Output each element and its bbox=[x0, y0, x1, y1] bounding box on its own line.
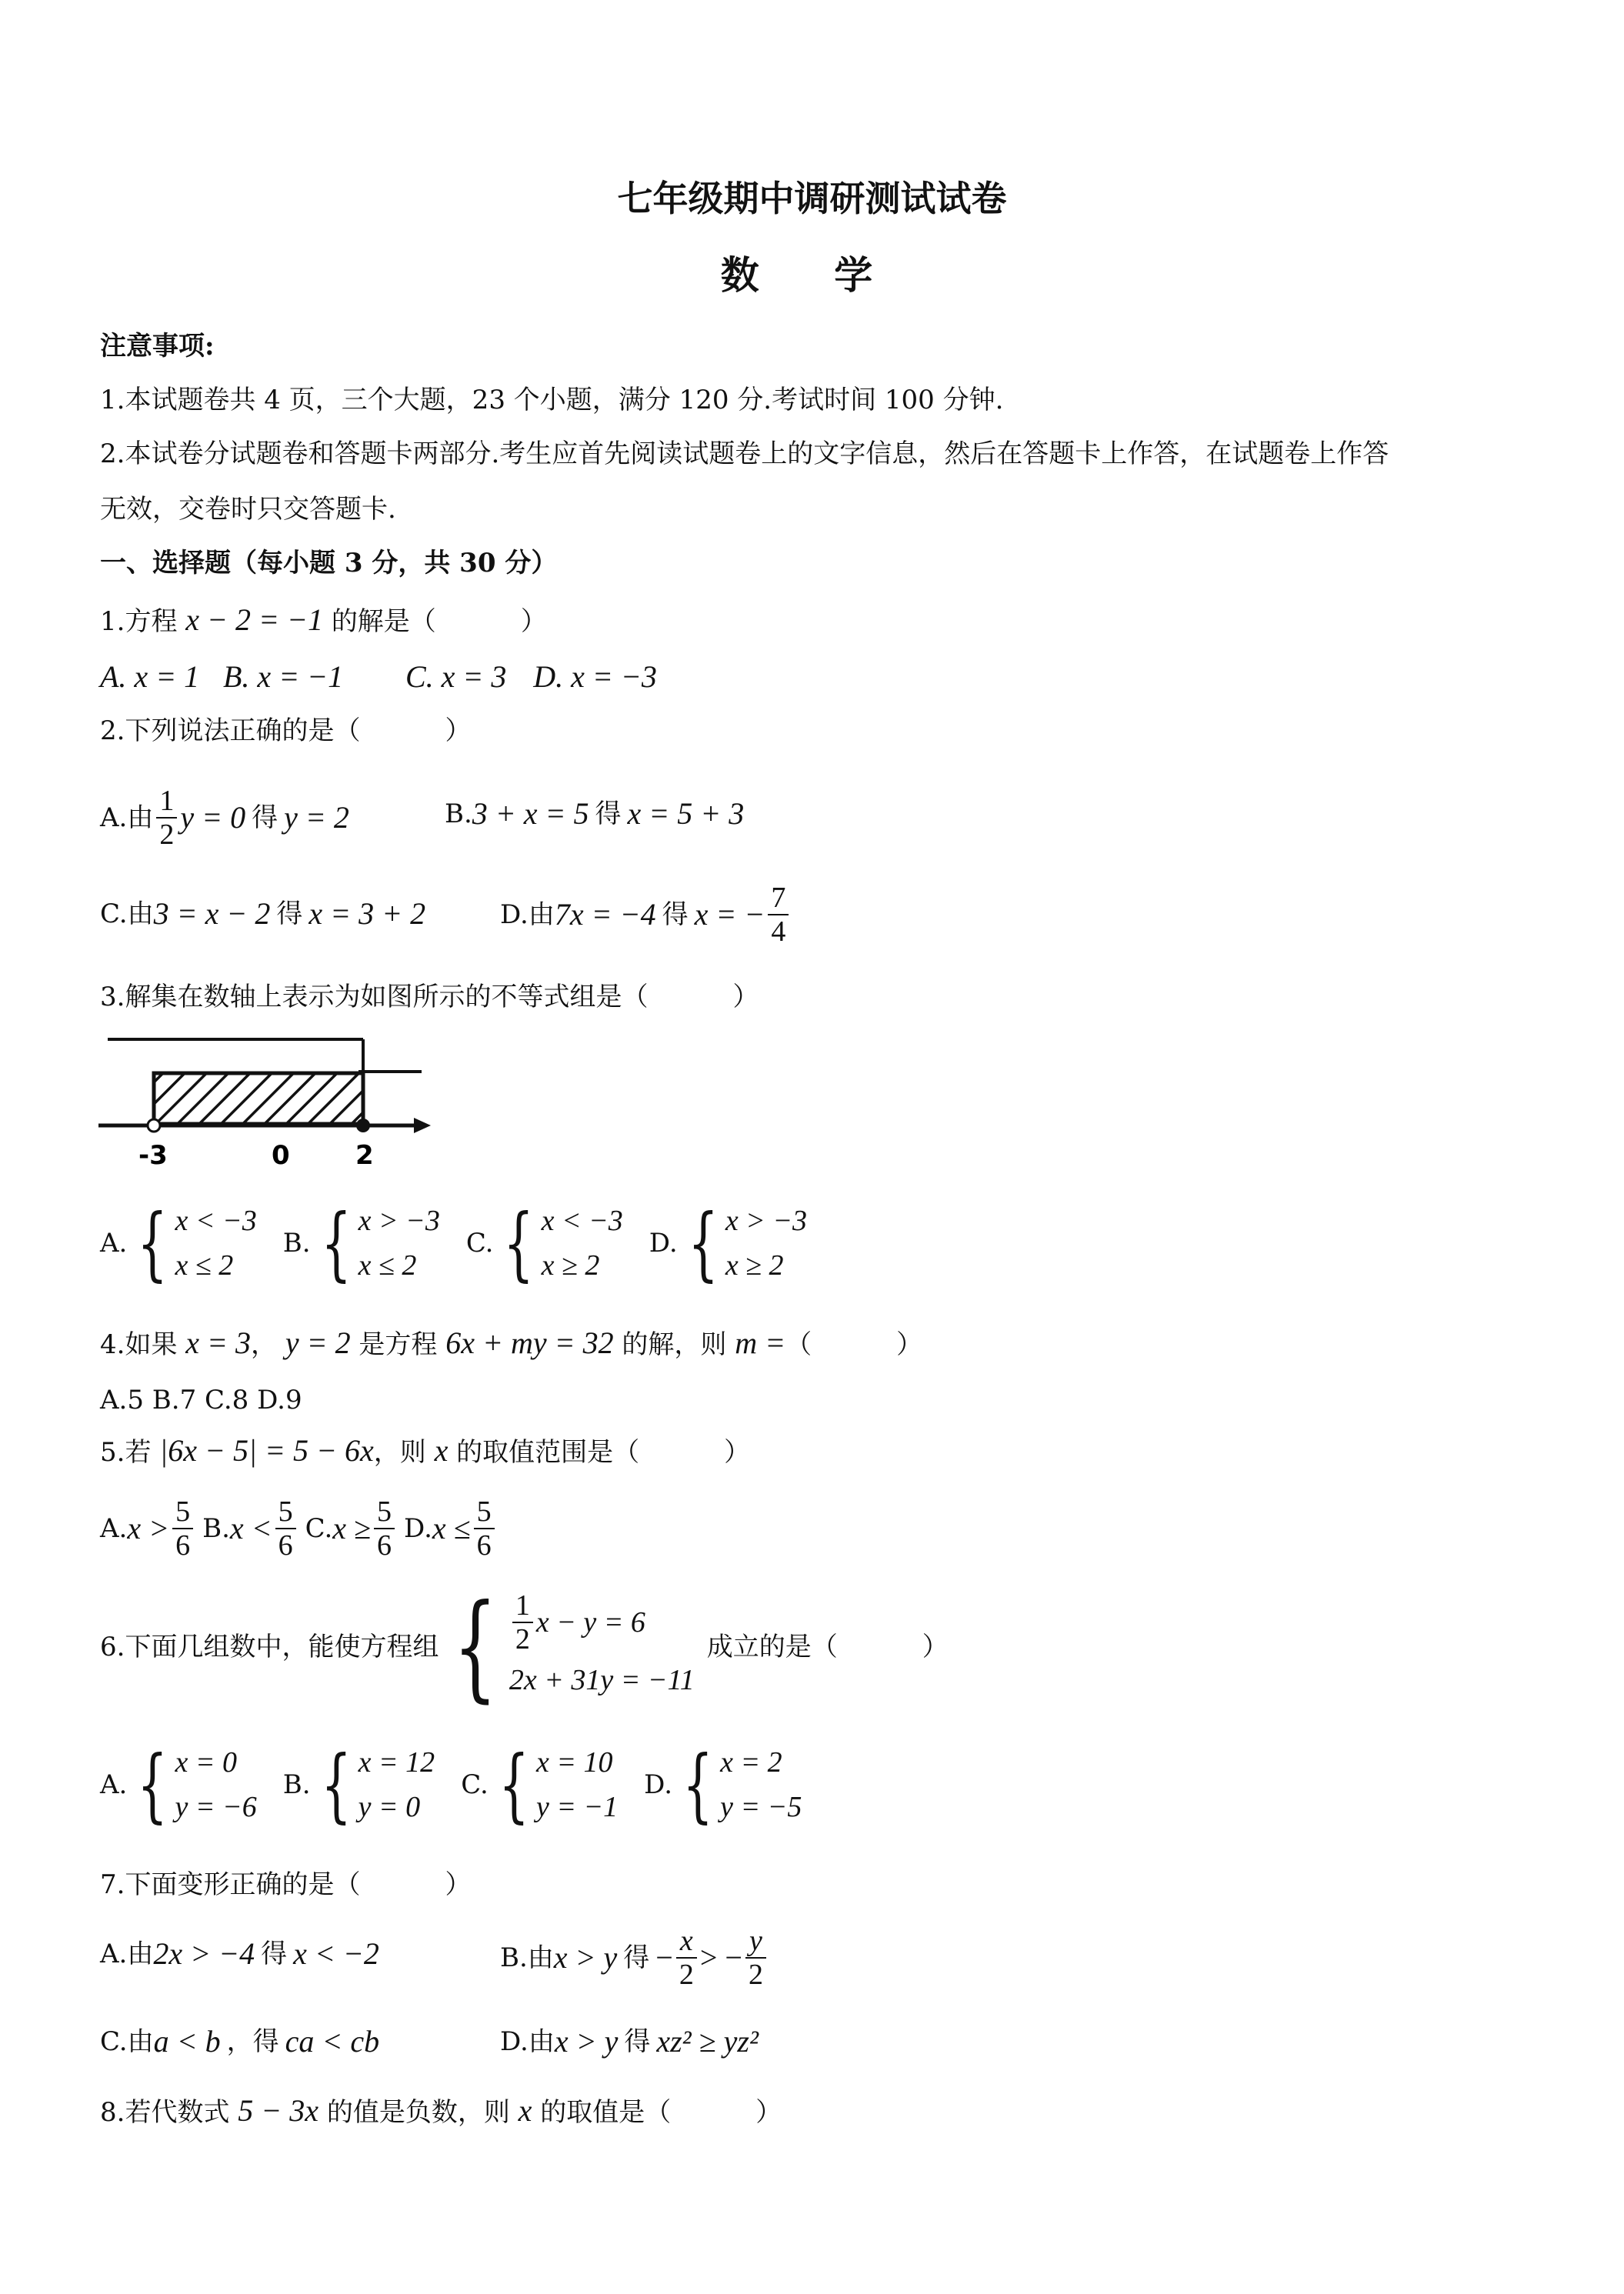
q6-a-label: A. bbox=[100, 1769, 128, 1800]
open-dot-minus-3 bbox=[148, 1119, 160, 1132]
q2-d-res: x = − bbox=[694, 897, 765, 932]
q5-option-a[interactable] bbox=[100, 1495, 196, 1562]
q2-a-num: 1 bbox=[156, 785, 177, 819]
q6-suffix: 成立的是（ bbox=[706, 1632, 838, 1662]
question-1-stem bbox=[100, 602, 547, 637]
q7-b-x: x bbox=[676, 1925, 697, 1959]
section-1-heading: 一、选择题（每小题 3 分，共 30 分） bbox=[100, 548, 558, 579]
q7-b-label: B.由 bbox=[500, 1942, 554, 1973]
question-7-option-b[interactable]: B.由 x > y 得 − $\frac{x}{2}$ > − $\frac{y}{2}$ bbox=[500, 1925, 769, 1991]
q5-d-label: D. bbox=[404, 1513, 432, 1544]
q7-b-den-2: 2 bbox=[748, 1959, 763, 1991]
q3-d-label: D. bbox=[649, 1228, 678, 1259]
question-1-options bbox=[100, 659, 657, 694]
q3-b-row2: x ≤ 2 bbox=[358, 1249, 417, 1282]
q6-c-row2: y = −1 bbox=[535, 1791, 619, 1823]
q6-row2: 2x + 31y = −11 bbox=[509, 1664, 695, 1696]
q6-option-d[interactable]: D. { x = 2 y = −5 bbox=[644, 1738, 802, 1832]
q3-close: ） bbox=[732, 982, 759, 1012]
q3-c-row2: x ≥ 2 bbox=[541, 1249, 600, 1282]
q7-close: ） bbox=[445, 1869, 472, 1900]
q6-b-row1: x = 12 bbox=[358, 1746, 435, 1779]
q7-c-de: ，得 bbox=[226, 2026, 279, 2057]
q6-row1-den: 2 bbox=[515, 1623, 530, 1655]
q1-suffix: 的解是（ bbox=[331, 606, 436, 637]
q5-a-label: A. bbox=[100, 1513, 128, 1544]
question-5-stem bbox=[100, 1435, 750, 1468]
q7-b-y: y bbox=[745, 1925, 766, 1959]
question-2-option-c[interactable] bbox=[100, 896, 426, 931]
q6-d-label: D. bbox=[644, 1769, 672, 1800]
q7-a-de: 得 bbox=[261, 1939, 288, 1969]
q5-a-den: 6 bbox=[175, 1529, 191, 1562]
q4-x: x = 3 bbox=[185, 1325, 252, 1360]
q5-b-rel: x < bbox=[229, 1511, 272, 1545]
subject-title: 数 学 bbox=[720, 252, 904, 298]
q2-b-de: 得 bbox=[595, 799, 622, 829]
q2-a-res: y = 2 bbox=[284, 800, 349, 835]
q7-a-eq: 2x > −4 bbox=[153, 1936, 255, 1971]
q6-row1-rest: x − y = 6 bbox=[535, 1606, 645, 1639]
q5-suffix: ，则 bbox=[373, 1437, 426, 1468]
question-2-option-d[interactable] bbox=[500, 882, 792, 948]
q2-d-de: 得 bbox=[662, 899, 689, 930]
q8-expr: 5 − 3x bbox=[238, 2093, 319, 2128]
q4-paren: （ bbox=[785, 1329, 812, 1360]
q3-b-label: B. bbox=[282, 1228, 311, 1259]
q7-a-label: A.由 bbox=[100, 1939, 154, 1969]
notice-heading: 注意事项: bbox=[100, 331, 215, 362]
q5-tail: 的取值范围是（ bbox=[456, 1437, 640, 1468]
notice-line-1: 1.本试题卷共 4 页，三个大题，23 个小题，满分 120 分.考试时间 100 分钟. bbox=[100, 385, 1004, 415]
hatched-region bbox=[154, 1073, 363, 1124]
q2-d-eq: 7x = −4 bbox=[554, 897, 656, 932]
q2-c-label: C.由 bbox=[100, 899, 154, 929]
q7-b-eq: x > y bbox=[553, 1940, 618, 1975]
q3-a-label: A. bbox=[100, 1228, 128, 1259]
question-4-options[interactable]: A.5 B.7 C.8 D.9 bbox=[100, 1385, 302, 1415]
q1-equation: x − 2 = −1 bbox=[185, 602, 323, 637]
q5-option-c[interactable] bbox=[305, 1495, 398, 1562]
q7-c-res: ca < cb bbox=[285, 2024, 380, 2059]
q3-d-row1: x > −3 bbox=[725, 1205, 807, 1237]
question-7-option-c[interactable] bbox=[100, 2026, 379, 2057]
q6-option-b[interactable]: B. { x = 12 y = 0 bbox=[282, 1738, 435, 1832]
axis-label-0: 0 bbox=[272, 1140, 290, 1171]
q7-a-res: x < −2 bbox=[293, 1936, 379, 1971]
q7-text: 7.下面变形正确的是（ bbox=[100, 1869, 361, 1900]
q5-b-den: 6 bbox=[278, 1529, 293, 1562]
page-title: 七年级期中调研测试试卷 bbox=[617, 178, 1007, 219]
question-7-option-a[interactable] bbox=[100, 1936, 379, 1971]
q1-option-b[interactable]: B. x = −1 bbox=[223, 659, 344, 694]
q2-text: 2.下列说法正确的是（ bbox=[100, 715, 361, 746]
question-2-stem bbox=[100, 715, 471, 746]
q1-option-a[interactable]: A. x = 1 bbox=[100, 659, 200, 694]
axis-arrow-icon bbox=[414, 1118, 431, 1133]
q6-system: { $\frac{1}{2}$ x − y = 6 2x + 31y = −11 bbox=[453, 1580, 695, 1714]
q3-option-a[interactable]: A. { x < −3 x ≤ 2 bbox=[100, 1196, 257, 1290]
q7-d-de: 得 bbox=[624, 2026, 651, 2057]
q4-close: ） bbox=[896, 1329, 923, 1360]
q5-c-label: C. bbox=[305, 1513, 333, 1544]
q4-y: y = 2 bbox=[285, 1325, 351, 1360]
q6-a-row2: y = −6 bbox=[175, 1791, 257, 1823]
notice-line-3: 无效，交卷时只交答题卡. bbox=[100, 494, 396, 525]
q2-c-res: x = 3 + 2 bbox=[308, 896, 426, 931]
q2-a-den: 2 bbox=[159, 819, 175, 851]
q6-d-row2: y = −5 bbox=[720, 1791, 802, 1823]
question-8-stem bbox=[100, 2093, 782, 2128]
q2-c-de: 得 bbox=[276, 899, 303, 929]
q2-b-label: B. bbox=[445, 799, 472, 829]
q4-prefix: 4.如果 bbox=[100, 1329, 178, 1360]
q2-a-de: 得 bbox=[252, 802, 278, 833]
q3-a-row1: x < −3 bbox=[175, 1205, 257, 1237]
q8-prefix: 8.若代数式 bbox=[100, 2097, 230, 2128]
q5-c-den: 6 bbox=[377, 1529, 392, 1562]
q6-b-label: B. bbox=[282, 1769, 311, 1800]
question-4-stem bbox=[100, 1325, 923, 1360]
q3-option-c[interactable]: C. { x < −3 x ≥ 2 bbox=[465, 1196, 623, 1290]
q6-option-a[interactable]: A. { x = 0 y = −6 bbox=[100, 1738, 257, 1832]
q2-a-eq: y = 0 bbox=[180, 800, 246, 835]
q6-c-row1: x = 10 bbox=[535, 1746, 613, 1779]
q1-close: ） bbox=[520, 606, 547, 637]
q1-option-d[interactable]: D. x = −3 bbox=[533, 659, 657, 694]
q8-close: ） bbox=[755, 2097, 782, 2128]
q5-option-d[interactable] bbox=[404, 1495, 498, 1562]
q7-d-eq: x > y bbox=[554, 2024, 619, 2059]
q6-a-row1: x = 0 bbox=[175, 1746, 238, 1779]
q1-option-c[interactable]: C. x = 3 bbox=[405, 659, 507, 694]
q3-c-label: C. bbox=[465, 1228, 494, 1259]
q5-c-rel: x ≥ bbox=[332, 1511, 372, 1545]
q2-d-num: 7 bbox=[768, 882, 789, 915]
q6-option-c[interactable]: C. { x = 10 y = −1 bbox=[461, 1738, 619, 1832]
q2-d-fraction bbox=[768, 882, 789, 948]
closed-dot-2 bbox=[356, 1119, 370, 1132]
q3-d-row2: x ≥ 2 bbox=[725, 1249, 784, 1282]
q7-b-de: 得 bbox=[623, 1942, 650, 1973]
question-2-option-b[interactable] bbox=[445, 796, 745, 831]
q8-x: x bbox=[518, 2093, 532, 2128]
q5-eq: |6x − 5| = 5 − 6x bbox=[159, 1433, 374, 1468]
q3-a-row2: x ≤ 2 bbox=[175, 1249, 234, 1282]
q4-eq: 6x + my = 32 bbox=[445, 1325, 614, 1360]
q3-option-b[interactable]: B. { x > −3 x ≤ 2 bbox=[282, 1196, 440, 1290]
axis-label-minus-3: -3 bbox=[138, 1140, 168, 1171]
question-7-stem bbox=[100, 1869, 471, 1900]
q6-prefix: 6.下面几组数中，能使方程组 bbox=[100, 1632, 439, 1662]
q8-suffix: 的取值是（ bbox=[540, 2097, 672, 2128]
question-2-option-a[interactable] bbox=[100, 785, 349, 851]
q6-d-row1: x = 2 bbox=[720, 1746, 782, 1779]
question-5-options bbox=[100, 1495, 524, 1562]
question-6-stem bbox=[100, 1580, 949, 1714]
q5-close: ） bbox=[724, 1437, 751, 1468]
q5-d-rel: x ≤ bbox=[432, 1511, 471, 1545]
q6-row1-num: 1 bbox=[512, 1589, 533, 1623]
q4-mid: 是方程 bbox=[358, 1329, 438, 1360]
q4-comma: ， bbox=[251, 1329, 278, 1360]
q2-d-label: D.由 bbox=[500, 899, 555, 930]
q5-b-label: B. bbox=[202, 1513, 230, 1544]
q4-m: m = bbox=[735, 1325, 786, 1360]
q7-d-res: xz² ≥ yz² bbox=[656, 2024, 759, 2059]
q8-mid: 的值是负数，则 bbox=[326, 2097, 510, 2128]
q4-suffix: 的解，则 bbox=[622, 1329, 727, 1360]
q3-b-row1: x > −3 bbox=[358, 1205, 440, 1237]
q6-b-row2: y = 0 bbox=[358, 1791, 421, 1823]
q5-x: x bbox=[434, 1433, 449, 1468]
question-3-options bbox=[100, 1196, 833, 1290]
q6-c-label: C. bbox=[461, 1769, 489, 1800]
q5-c-num: 5 bbox=[374, 1495, 395, 1529]
q1-prefix: 1.方程 bbox=[100, 606, 178, 637]
question-3-stem bbox=[100, 982, 759, 1012]
question-6-options bbox=[100, 1738, 828, 1832]
q5-d-num: 5 bbox=[474, 1495, 495, 1529]
q7-c-label: C.由 bbox=[100, 2026, 154, 2057]
q3-option-d[interactable]: D. { x > −3 x ≥ 2 bbox=[649, 1196, 807, 1290]
axis-label-2: 2 bbox=[355, 1140, 374, 1171]
q2-a-label: A.由 bbox=[100, 802, 154, 833]
q3-text: 3.解集在数轴上表示为如图所示的不等式组是（ bbox=[100, 982, 649, 1012]
notice-line-2: 2.本试卷分试题卷和答题卡两部分.考生应首先阅读试题卷上的文字信息，然后在答题卡上作答，在试题卷上作答 bbox=[100, 438, 1389, 469]
q2-a-fraction bbox=[156, 785, 177, 851]
q2-b-res: x = 5 + 3 bbox=[627, 796, 745, 831]
q2-close: ） bbox=[445, 715, 472, 746]
q2-c-eq: 3 = x − 2 bbox=[153, 896, 271, 931]
q5-a-rel: x > bbox=[127, 1511, 170, 1545]
q7-d-label: D.由 bbox=[500, 2026, 555, 2057]
q5-a-num: 5 bbox=[172, 1495, 193, 1529]
q7-b-den-1: 2 bbox=[679, 1959, 694, 1991]
number-line-figure bbox=[98, 1027, 437, 1173]
q6-close: ） bbox=[922, 1632, 949, 1662]
q2-b-eq: 3 + x = 5 bbox=[472, 796, 589, 831]
question-7-option-d[interactable] bbox=[500, 2026, 759, 2057]
q5-option-b[interactable] bbox=[202, 1495, 299, 1562]
q5-d-den: 6 bbox=[476, 1529, 492, 1562]
q5-b-num: 5 bbox=[275, 1495, 296, 1529]
q3-c-row1: x < −3 bbox=[541, 1205, 623, 1237]
q2-d-den: 4 bbox=[771, 915, 786, 948]
q7-c-eq: a < b bbox=[153, 2024, 221, 2059]
q5-prefix: 5.若 bbox=[100, 1437, 152, 1468]
